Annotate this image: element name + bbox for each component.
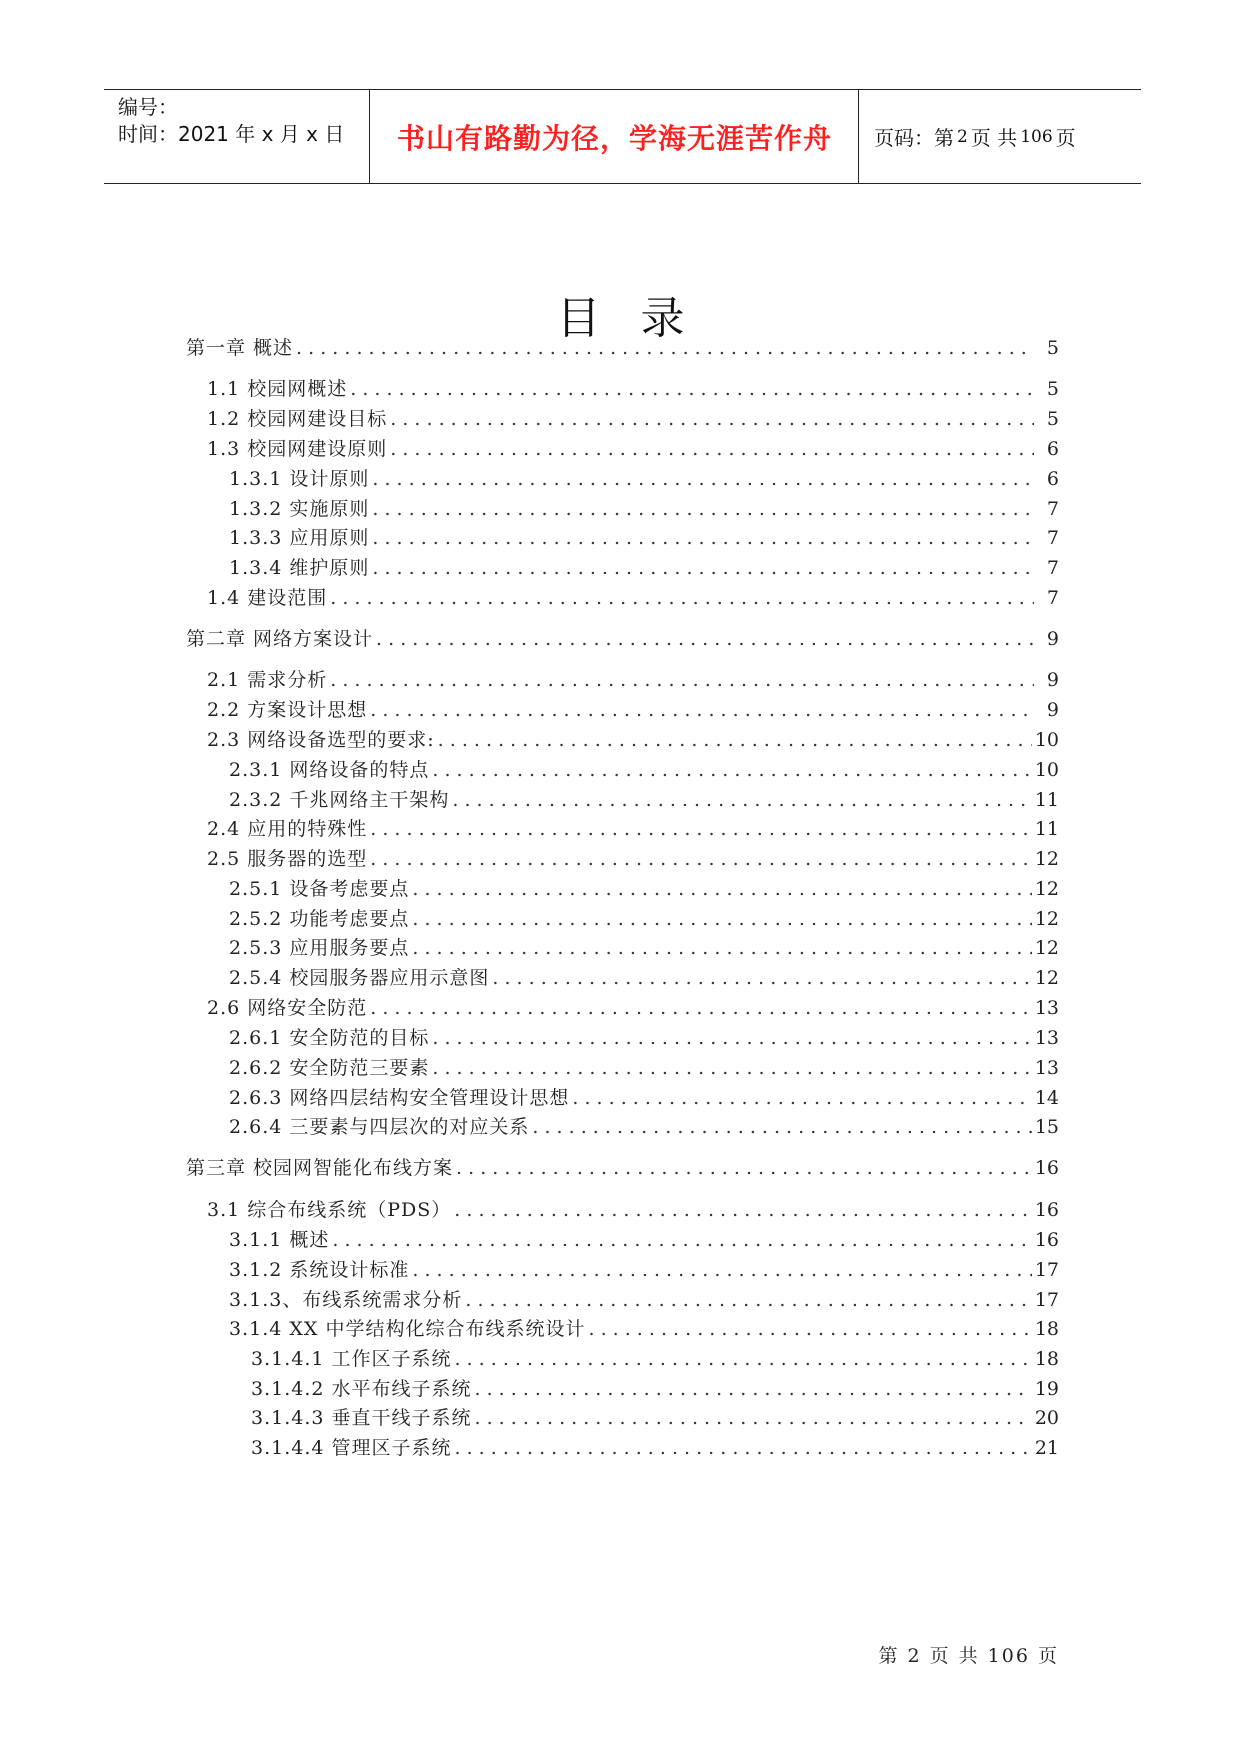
toc-entry[interactable] — [207, 996, 1059, 1020]
toc-entry[interactable] — [229, 497, 1059, 521]
toc-entry[interactable] — [229, 877, 1059, 901]
toc-entry-label: 2.3 网络设备选型的要求: — [207, 729, 435, 751]
page-footer: 第 2 页 共 106 页 — [878, 1645, 1059, 1667]
toc-entry-page: 17 — [1034, 1259, 1059, 1281]
toc-chapter[interactable] — [186, 1156, 1059, 1180]
toc-entry[interactable] — [251, 1377, 1059, 1401]
toc-entry-label: 第三章 校园网智能化布线方案 — [186, 1157, 454, 1179]
toc-entry[interactable] — [229, 1056, 1059, 1080]
toc-dot-leader — [376, 627, 1034, 651]
toc-entry-label: 2.5.4 校园服务器应用示意图 — [229, 967, 490, 989]
toc-dot-leader — [475, 1377, 1032, 1401]
toc-entry-label: 2.5.2 功能考虑要点 — [229, 908, 410, 930]
toc-entry-page: 16 — [1034, 1199, 1059, 1221]
toc-entry-label: 1.3.2 实施原则 — [229, 498, 370, 520]
toc-dot-leader — [330, 586, 1034, 610]
toc-entry-page: 5 — [1046, 408, 1059, 430]
toc-entry-page: 18 — [1034, 1318, 1059, 1340]
toc-dot-leader — [370, 817, 1032, 841]
toc-entry-page: 12 — [1034, 878, 1059, 900]
toc-entry-page: 9 — [1046, 669, 1059, 691]
toc-entry-page: 10 — [1034, 759, 1059, 781]
toc-entry-page: 12 — [1034, 908, 1059, 930]
toc-dot-leader — [412, 1258, 1031, 1282]
toc-entry-label: 2.3.1 网络设备的特点 — [229, 759, 430, 781]
header-divider — [858, 90, 859, 183]
toc-entry-label: 2.5.1 设备考虑要点 — [229, 878, 410, 900]
toc-entry[interactable] — [229, 526, 1059, 550]
document-header — [104, 89, 1141, 184]
toc-entry[interactable] — [251, 1347, 1059, 1371]
toc-entry[interactable] — [229, 788, 1059, 812]
toc-entry-label: 3.1.3、布线系统需求分析 — [229, 1289, 463, 1311]
page-total: 106 — [1020, 126, 1053, 147]
date-line: 时间：2021 年 x 月 x 日 — [118, 122, 345, 146]
toc-entry-page: 13 — [1034, 1027, 1059, 1049]
toc-entry[interactable] — [207, 698, 1059, 722]
toc-entry-label: 1.1 校园网概述 — [207, 378, 348, 400]
page-prefix: 页码：第 — [874, 126, 954, 150]
toc-dot-leader — [455, 1436, 1032, 1460]
toc-dot-leader — [492, 966, 1031, 990]
toc-entry-page: 17 — [1034, 1289, 1059, 1311]
toc-entry-label: 2.6.2 安全防范三要素 — [229, 1057, 430, 1079]
toc-entry-label: 1.3.3 应用原则 — [229, 527, 370, 549]
toc-dot-leader — [296, 336, 1034, 360]
toc-dot-leader — [370, 698, 1034, 722]
toc-entry-label: 2.6 网络安全防范 — [207, 997, 368, 1019]
toc-dot-leader — [572, 1086, 1031, 1110]
toc-entry[interactable] — [207, 407, 1059, 431]
toc-entry-page: 16 — [1034, 1157, 1059, 1179]
toc-entry-label: 3.1.4.2 水平布线子系统 — [251, 1378, 472, 1400]
toc-dot-leader — [390, 437, 1034, 461]
toc-entry-label: 2.6.3 网络四层结构安全管理设计思想 — [229, 1087, 570, 1109]
toc-dot-leader — [372, 556, 1034, 580]
toc-entry-page: 20 — [1034, 1407, 1059, 1429]
toc-entry-label: 2.6.1 安全防范的目标 — [229, 1027, 430, 1049]
toc-entry-label: 2.6.4 三要素与四层次的对应关系 — [229, 1116, 530, 1138]
toc-entry-label: 2.4 应用的特殊性 — [207, 818, 368, 840]
toc-entry-label: 2.1 需求分析 — [207, 669, 328, 691]
toc-entry-page: 19 — [1034, 1378, 1059, 1400]
toc-dot-leader — [475, 1406, 1032, 1430]
toc-entry-page: 12 — [1034, 967, 1059, 989]
toc-entry-label: 3.1.4 XX 中学结构化综合布线系统设计 — [229, 1318, 586, 1340]
toc-dot-leader — [588, 1317, 1031, 1341]
toc-entry[interactable] — [229, 1317, 1059, 1341]
toc-entry[interactable] — [207, 817, 1059, 841]
toc-entry-page: 21 — [1034, 1437, 1059, 1459]
toc-entry-label: 2.3.2 千兆网络主干架构 — [229, 789, 450, 811]
toc-entry-page: 16 — [1034, 1229, 1059, 1251]
toc-dot-leader — [370, 996, 1032, 1020]
toc-chapter[interactable] — [186, 627, 1059, 651]
toc-dot-leader — [465, 1288, 1031, 1312]
toc-entry[interactable] — [229, 467, 1059, 491]
page-mid: 页 共 — [970, 126, 1018, 150]
toc-entry[interactable] — [229, 758, 1059, 782]
toc-entry-label: 3.1.4.4 管理区子系统 — [251, 1437, 452, 1459]
toc-entry-label: 3.1.1 概述 — [229, 1229, 330, 1251]
toc-entry[interactable] — [229, 1115, 1059, 1139]
toc-entry-page: 5 — [1046, 378, 1059, 400]
toc-entry[interactable] — [251, 1436, 1059, 1460]
header-page-info — [874, 90, 1076, 183]
header-meta — [118, 94, 344, 148]
toc-entry[interactable] — [229, 1026, 1059, 1050]
toc-entry-label: 3.1.4.1 工作区子系统 — [251, 1348, 452, 1370]
toc-entry-page: 15 — [1034, 1116, 1059, 1138]
toc-entry-label: 2.5 服务器的选型 — [207, 848, 368, 870]
toc-entry-page: 18 — [1034, 1348, 1059, 1370]
toc-entry-page: 13 — [1034, 1057, 1059, 1079]
header-divider — [369, 90, 370, 183]
page-suffix: 页 — [1055, 126, 1076, 150]
toc-entry-page: 9 — [1046, 628, 1059, 650]
id-label: 编号： — [118, 95, 178, 119]
toc-entry[interactable] — [207, 728, 1059, 752]
toc-dot-leader — [532, 1115, 1031, 1139]
page-title: 目录 — [556, 293, 725, 344]
toc-entry[interactable] — [207, 586, 1059, 610]
toc-entry-page: 7 — [1046, 587, 1059, 609]
toc-dot-leader — [372, 526, 1034, 550]
toc-entry-page: 7 — [1046, 498, 1059, 520]
page-current: 2 — [957, 126, 968, 147]
toc-entry-label: 1.3.4 维护原则 — [229, 557, 370, 579]
toc-entry-page: 7 — [1046, 527, 1059, 549]
toc-entry-page: 5 — [1046, 337, 1059, 359]
toc-entry-label: 第一章 概述 — [186, 337, 294, 359]
toc-dot-leader — [370, 847, 1032, 871]
toc-entry-page: 12 — [1034, 937, 1059, 959]
toc-dot-leader — [332, 1228, 1031, 1252]
toc-entry[interactable] — [229, 1228, 1059, 1252]
toc-entry[interactable] — [207, 437, 1059, 461]
toc-entry[interactable] — [207, 847, 1059, 871]
toc-entry-label: 第二章 网络方案设计 — [186, 628, 374, 650]
toc-entry[interactable] — [229, 1086, 1059, 1110]
toc-entry-label: 2.5.3 应用服务要点 — [229, 937, 410, 959]
toc-dot-leader — [452, 788, 1031, 812]
toc-entry[interactable] — [229, 556, 1059, 580]
toc-entry-page: 13 — [1034, 997, 1059, 1019]
toc-entry-label: 1.2 校园网建设目标 — [207, 408, 388, 430]
toc-entry[interactable] — [207, 1198, 1059, 1222]
toc-entry-label: 2.2 方案设计思想 — [207, 699, 368, 721]
toc-entry-page: 6 — [1046, 438, 1059, 460]
toc-entry-label: 1.4 建设范围 — [207, 587, 328, 609]
toc-entry[interactable] — [251, 1406, 1059, 1430]
toc-dot-leader — [432, 758, 1031, 782]
toc-dot-leader — [350, 377, 1034, 401]
toc-entry[interactable] — [229, 1258, 1059, 1282]
toc-dot-leader — [372, 467, 1034, 491]
toc-entry-page: 10 — [1034, 729, 1059, 751]
toc-dot-leader — [454, 1198, 1032, 1222]
toc-dot-leader — [432, 1026, 1031, 1050]
toc-chapter[interactable] — [186, 336, 1059, 360]
toc-dot-leader — [390, 407, 1034, 431]
toc-entry-page: 14 — [1034, 1087, 1059, 1109]
toc-entry-page: 9 — [1046, 699, 1059, 721]
toc-entry-page: 12 — [1034, 848, 1059, 870]
toc-entry-page: 11 — [1034, 818, 1059, 840]
toc-dot-leader — [330, 668, 1034, 692]
toc-entry-label: 3.1.4.3 垂直干线子系统 — [251, 1407, 472, 1429]
toc-dot-leader — [372, 497, 1034, 521]
header-slogan: 书山有路勤为径，学海无涯苦作舟 — [396, 121, 832, 155]
toc-entry-label: 1.3 校园网建设原则 — [207, 438, 388, 460]
toc-entry[interactable] — [229, 907, 1059, 931]
toc-entry-label: 3.1.2 系统设计标准 — [229, 1259, 410, 1281]
toc-entry-label: 3.1 综合布线系统（PDS） — [207, 1199, 452, 1221]
toc-entry-label: 1.3.1 设计原则 — [229, 468, 370, 490]
toc-dot-leader — [412, 936, 1031, 960]
toc-entry-page: 7 — [1046, 557, 1059, 579]
toc-entry[interactable] — [229, 966, 1059, 990]
toc-dot-leader — [456, 1156, 1032, 1180]
toc-dot-leader — [412, 907, 1031, 931]
toc-entry[interactable] — [207, 377, 1059, 401]
toc-dot-leader — [412, 877, 1031, 901]
toc-dot-leader — [432, 1056, 1031, 1080]
toc-entry[interactable] — [229, 936, 1059, 960]
toc-entry[interactable] — [229, 1288, 1059, 1312]
toc-entry-page: 11 — [1034, 789, 1059, 811]
toc-dot-leader — [438, 728, 1032, 752]
toc-entry[interactable] — [207, 668, 1059, 692]
toc-entry-page: 6 — [1046, 468, 1059, 490]
toc-dot-leader — [455, 1347, 1032, 1371]
